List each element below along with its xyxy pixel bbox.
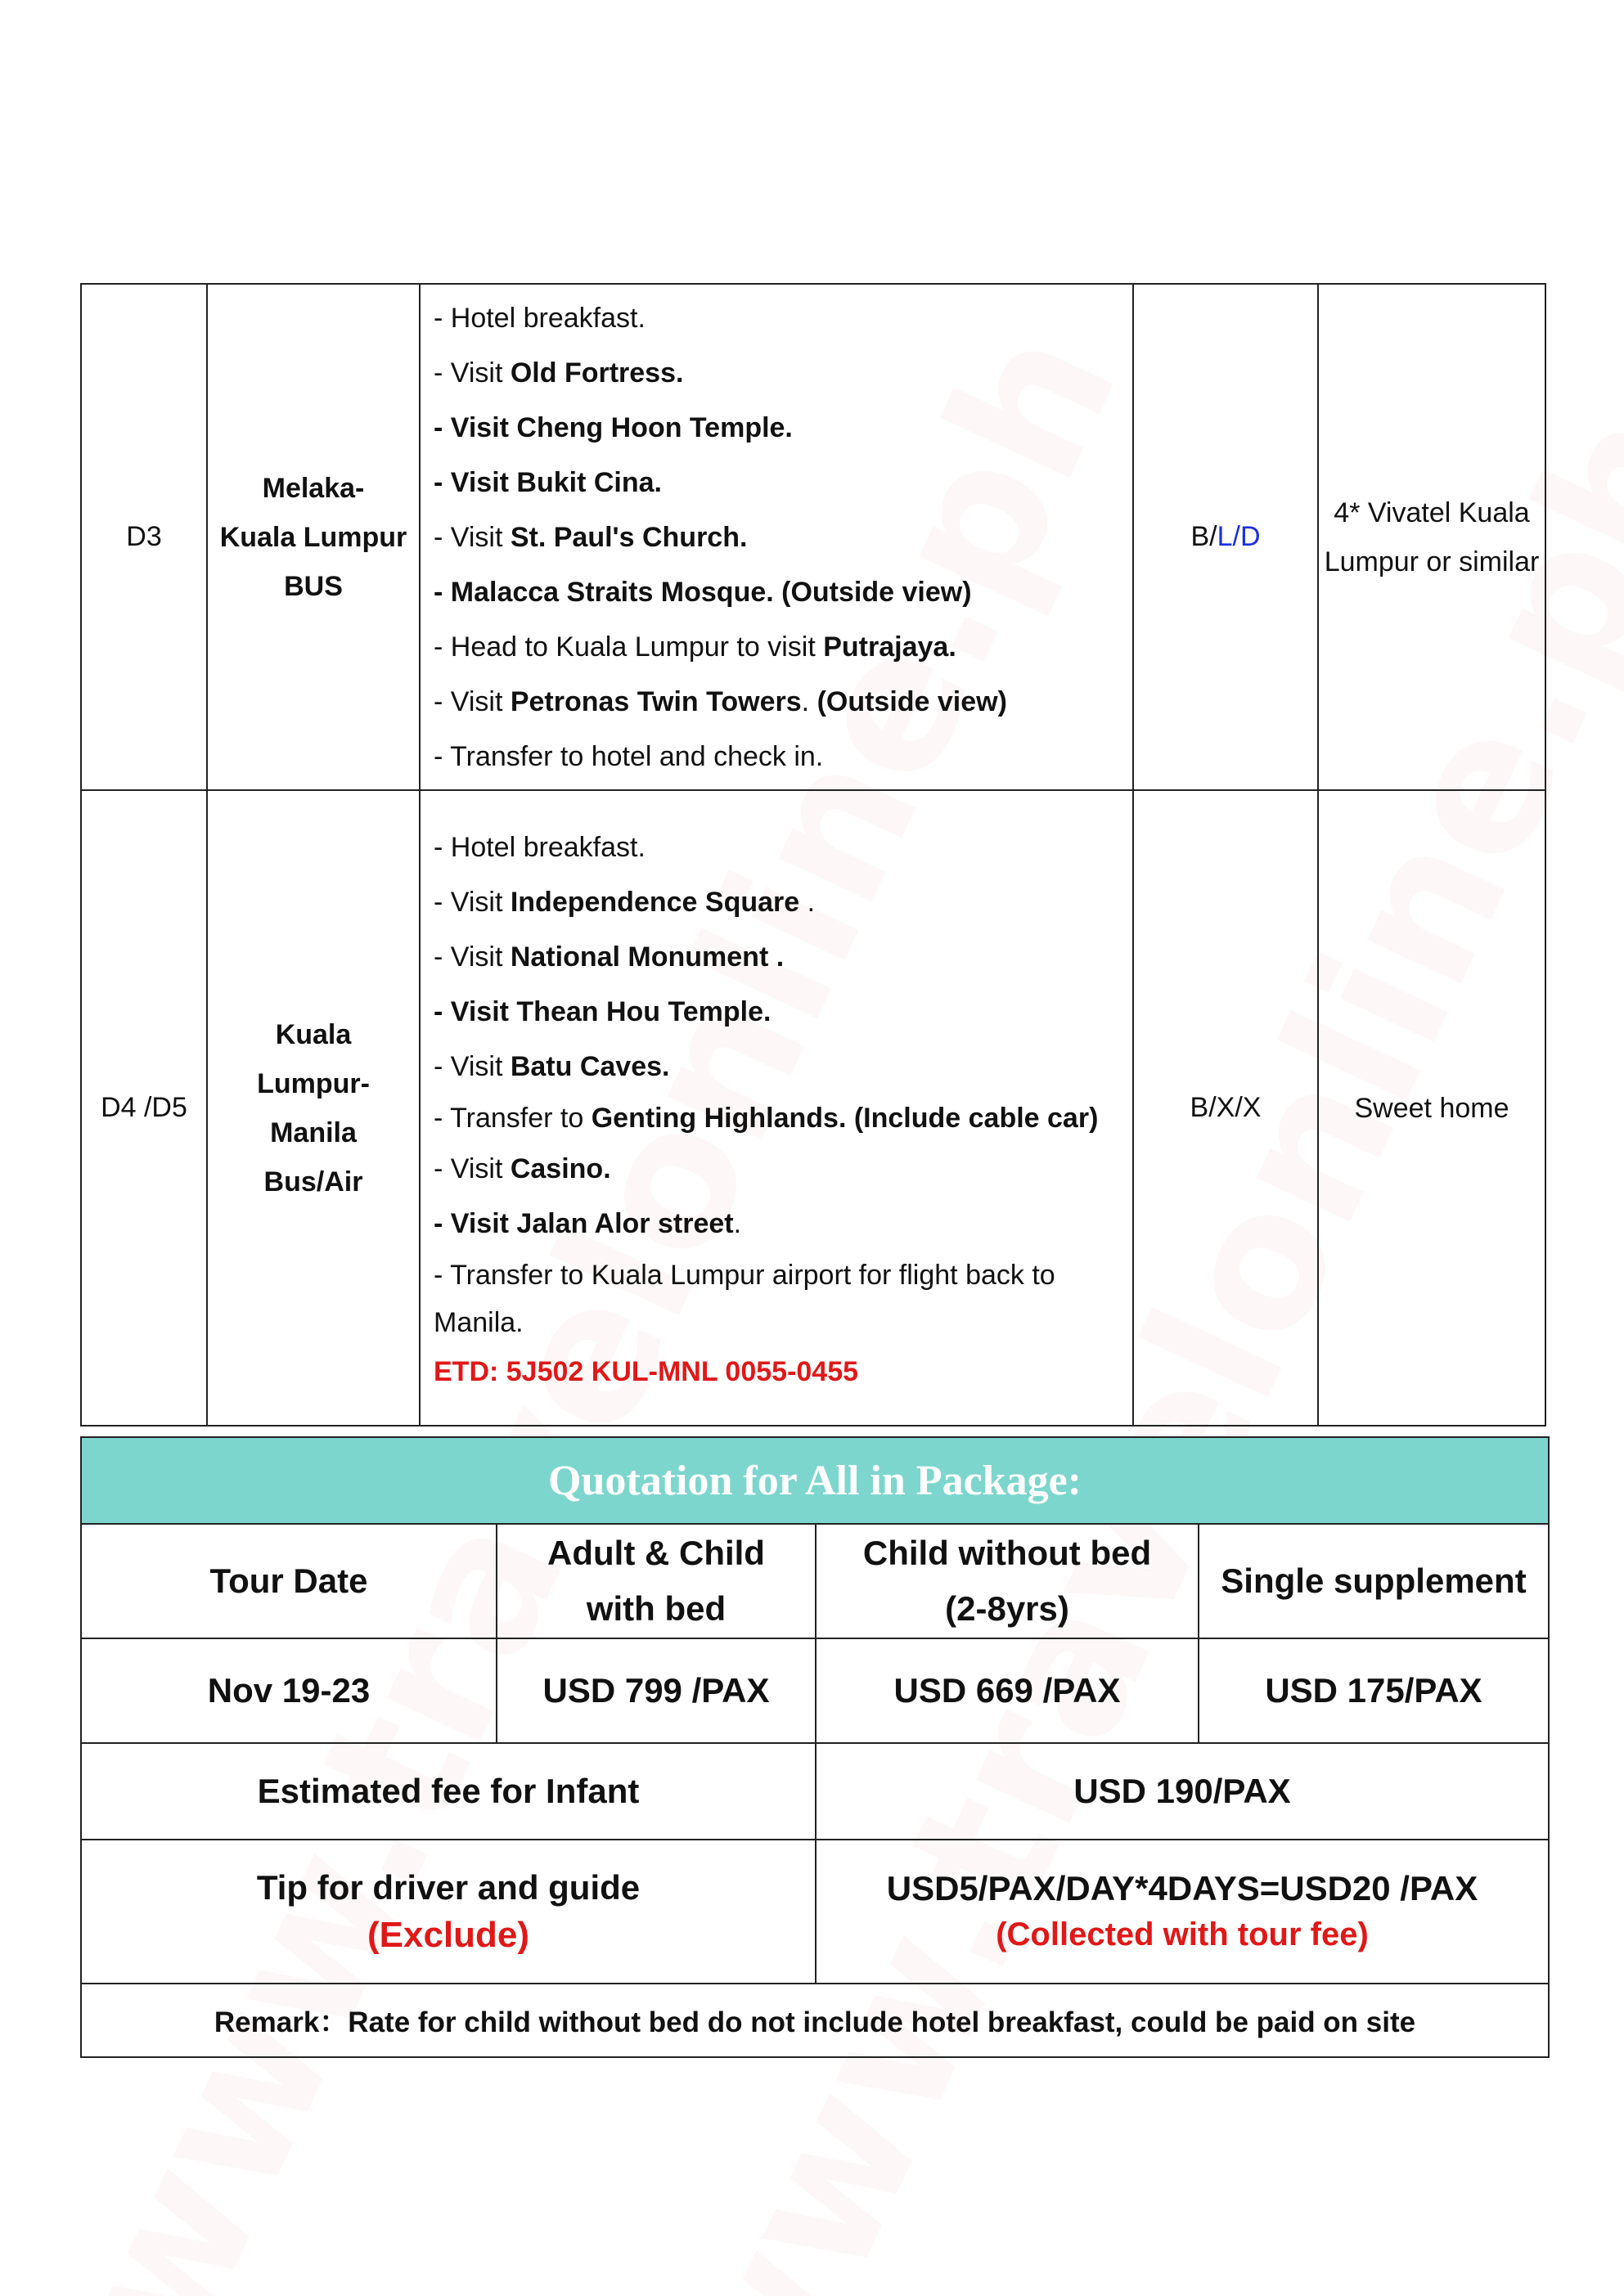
activity-item: - Malacca Straits Mosque. (Outside view) [434, 577, 972, 608]
quotation-price-row [81, 1638, 1549, 1743]
itinerary-row-d3 [81, 284, 1545, 790]
activity-item: - Hotel breakfast. [434, 303, 646, 334]
route-cell [207, 284, 420, 790]
remark-text: Remark：Rate for child without bed do not include hotel breakfast, could be paid on site [81, 1984, 1549, 2057]
activity-item: - Transfer to Genting Highlands. (Include cable car) [434, 1103, 1099, 1134]
activity-item: - Visit Old Fortress. [434, 357, 684, 389]
single-price: USD 175/PAX [1199, 1638, 1549, 1743]
route-line: BUS [284, 570, 343, 602]
quotation-header-row [81, 1524, 1549, 1638]
infant-price: USD 190/PAX [816, 1743, 1549, 1840]
activity-item: - Visit St. Paul's Church. [434, 522, 748, 553]
day-cell: D3 [81, 284, 207, 790]
activity-item: - Visit Petronas Twin Towers. (Outside view) [434, 686, 1007, 717]
activity-item: - Visit Batu Caves. [434, 1051, 670, 1082]
child-price: USD 669 /PAX [816, 1638, 1199, 1743]
itinerary-table [80, 283, 1546, 1427]
itinerary-row-d4-d5 [81, 790, 1545, 1426]
tip-exclude-note: (Exclude) [367, 1915, 530, 1955]
header-child-no-bed: Child without bed (2-8yrs) [816, 1524, 1199, 1638]
activity-item: - Visit Cheng Hoon Temple. [434, 412, 793, 443]
etd-flight: ETD: 5J502 KUL-MNL 0055-0455 [434, 1356, 859, 1387]
activity-item: - Visit Bukit Cina. [434, 467, 662, 498]
activity-item: - Transfer to hotel and check in. [434, 741, 824, 772]
activity-item: - Visit Thean Hou Temple. [434, 996, 772, 1027]
route-line: Melaka- [262, 472, 365, 504]
hotel-line: 4* Vivatel Kuala [1334, 496, 1530, 528]
activities-cell [420, 284, 1133, 790]
header-single-supplement: Single supplement [1199, 1524, 1549, 1638]
activity-item: - Transfer to Kuala Lumpur airport for flight back to Manila. [434, 1260, 1055, 1338]
meal-dinner: D [1239, 520, 1261, 552]
header-tour-date: Tour Date [81, 1524, 497, 1638]
meals-cell: B/X/X [1133, 790, 1318, 1426]
hotel-cell [1318, 284, 1545, 790]
tour-date-value: Nov 19-23 [81, 1638, 497, 1743]
route-line: Manila [270, 1117, 357, 1148]
activities-cell [420, 790, 1133, 1426]
tip-row [81, 1840, 1549, 1984]
infant-row [81, 1743, 1549, 1840]
header-adult-child: Adult & Child with bed [497, 1524, 816, 1638]
activity-item: - Visit Casino. [434, 1153, 611, 1184]
hotel-line: Lumpur or similar [1324, 546, 1540, 577]
activity-item: - Visit National Monument . [434, 941, 785, 973]
tip-collected-note: (Collected with tour fee) [996, 1916, 1369, 1952]
tip-label: Tip for driver and guide (Exclude) [81, 1840, 816, 1984]
route-line: Kuala [275, 1018, 352, 1050]
activity-item: - Visit Independence Square . [434, 887, 816, 918]
day-cell: D4 /D5 [81, 790, 207, 1426]
quotation-table [80, 1436, 1550, 2058]
activity-item: - Head to Kuala Lumpur to visit Putrajaya. [434, 631, 956, 663]
remark-row [81, 1984, 1549, 2057]
activity-item: - Hotel breakfast. [434, 832, 646, 863]
route-line: Kuala Lumpur [219, 521, 407, 553]
tip-value: USD5/PAX/DAY*4DAYS=USD20 /PAX (Collected with tour fee) [816, 1840, 1549, 1984]
activity-item: - Visit Jalan Alor street. [434, 1208, 742, 1239]
route-cell [207, 790, 420, 1426]
route-line: Bus/Air [263, 1166, 363, 1197]
hotel-cell: Sweet home [1318, 790, 1545, 1426]
meal-lunch: L [1217, 520, 1233, 552]
adult-price: USD 799 /PAX [497, 1638, 816, 1743]
quotation-grid [80, 1523, 1550, 2058]
meals-cell: B/L/D [1133, 284, 1318, 790]
quotation-title: Quotation for All in Package: [80, 1436, 1550, 1523]
route-line: Lumpur- [257, 1067, 370, 1099]
infant-label: Estimated fee for Infant [81, 1743, 816, 1840]
